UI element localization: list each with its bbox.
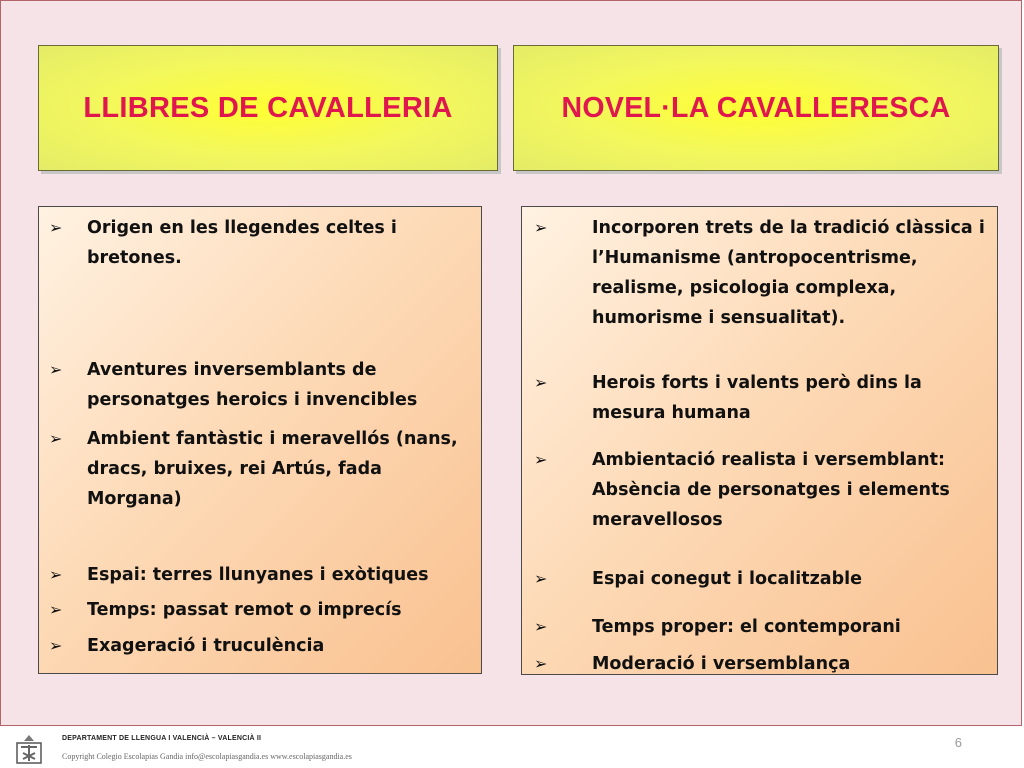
list-item [534,612,989,642]
list-item [534,213,989,333]
arrow-bullet-icon: ➢ [49,429,63,448]
arrow-bullet-icon: ➢ [49,565,63,584]
list-item-text: Origen en les llegendes celtes i bretones. [87,218,397,268]
list-item-text: Espai conegut i localitzable [592,569,863,589]
arrow-bullet-icon: ➢ [534,569,548,588]
list-item-text: Incorporen trets de la tradició clàssica i l’Humanisme (antropocentrisme, realisme, psicologia complexa, humorisme i sensualitat). [592,218,985,328]
arrow-bullet-icon: ➢ [534,654,548,673]
list-item [534,564,989,594]
list-item [49,595,473,625]
list-item [534,649,989,679]
footer-copyright: Copyright Colegio Escolapias Gandia info@escolapiasgandia.es www.escolapiasgandia.es [62,752,352,761]
list-item-text: Ambientació realista i versemblant: Absència de personatges i elements meravellosos [592,450,950,530]
list-item [49,355,473,415]
list-item [49,213,473,273]
list-item-text: Herois forts i valents però dins la mesura humana [592,373,922,423]
list-item-text: Ambient fantàstic i meravellós (nans, dracs, bruixes, rei Artús, fada Morgana) [87,429,458,509]
list-item-text: Espai: terres llunyanes i exòtiques [87,565,429,585]
left-content-box [38,206,482,674]
right-title-box [513,45,999,171]
arrow-bullet-icon: ➢ [49,636,63,655]
list-item [49,631,473,661]
left-title: LLIBRES DE CAVALLERIA [83,91,453,124]
arrow-bullet-icon: ➢ [49,360,63,379]
arrow-bullet-icon: ➢ [534,450,548,469]
footer-department: DEPARTAMENT DE LLENGUA I VALENCIÀ – VALENCIÀ II [62,735,262,742]
list-item-text: Aventures inversemblants de personatges heroics i invencibles [87,360,418,410]
list-item-text: Temps: passat remot o imprecís [87,600,402,620]
right-content-box [521,206,998,675]
list-item [534,368,989,428]
arrow-bullet-icon: ➢ [534,617,548,636]
arrow-bullet-icon: ➢ [49,600,63,619]
list-item [49,560,473,590]
list-item [49,424,473,514]
arrow-bullet-icon: ➢ [49,218,63,237]
list-item-text: Moderació i versemblança [592,654,851,674]
left-title-box [38,45,498,171]
arrow-bullet-icon: ➢ [534,218,548,237]
school-logo-icon [14,733,44,765]
list-item [534,445,989,535]
list-item-text: Exageració i truculència [87,636,325,656]
right-title: NOVEL·LA CAVALLERESCA [561,91,951,124]
arrow-bullet-icon: ➢ [534,373,548,392]
list-item-text: Temps proper: el contemporani [592,617,901,637]
page-number: 6 [954,735,962,750]
